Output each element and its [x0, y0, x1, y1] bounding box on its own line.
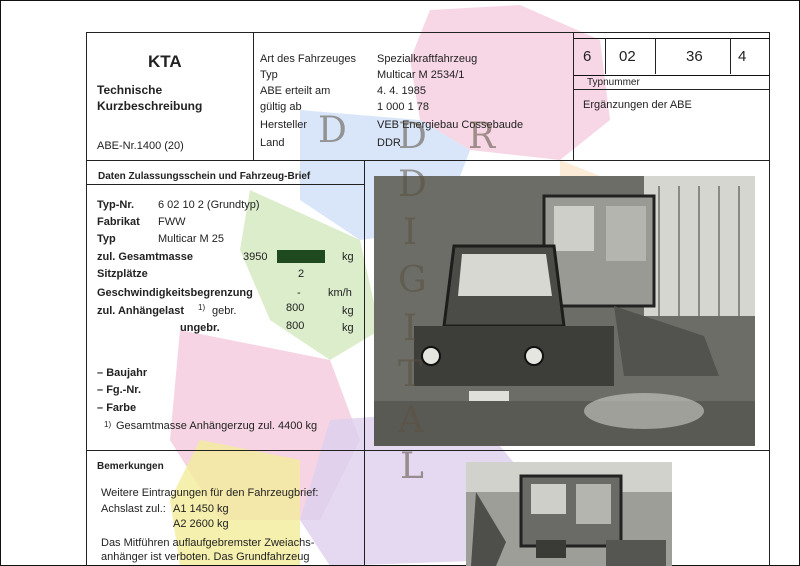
typenummer-digit-4: 4	[738, 48, 747, 65]
label-land: Land	[260, 137, 285, 149]
subtitle-line-1: Technische	[97, 83, 163, 97]
fabrikat-label: Fabrikat	[97, 216, 140, 228]
watermark-letter-col-7: L	[400, 446, 424, 487]
label-typ: Typ	[260, 69, 278, 81]
watermark-letter-col-1: D	[398, 164, 427, 205]
watermark-letter-r: R	[468, 116, 496, 157]
value-gueltig: 1 000 1 78	[377, 101, 429, 113]
value-typ: Multicar M 2534/1	[377, 69, 465, 81]
typenummer-digit-3: 36	[686, 48, 703, 65]
ungebr-unit: kg	[342, 322, 354, 334]
achslast-label: Achslast zul.:	[101, 503, 166, 515]
anhaenge-sup: 1)	[198, 303, 206, 312]
label-hersteller: Hersteller	[260, 119, 308, 131]
typ-label: Typ	[97, 233, 116, 245]
kta-title: KTA	[148, 52, 182, 71]
gebr-label: gebr.	[212, 305, 237, 317]
ergaenzungen-label: Ergänzungen der ABE	[583, 99, 692, 111]
anhaenge-label: zul. Anhängelast	[97, 305, 184, 317]
watermark-letter-col-6: A	[398, 400, 424, 441]
farbe-label: – Farbe	[97, 402, 137, 414]
typ-nr-value: 6 02 10 2 (Grundtyp)	[158, 199, 260, 211]
typenummer-label: Typnummer	[587, 77, 640, 88]
geschw-value: -	[297, 287, 301, 299]
value-abe-erteilt: 4. 4. 1985	[377, 85, 426, 97]
sitzplaetze-label: Sitzplätze	[97, 268, 148, 280]
baujahr-label: – Baujahr	[97, 367, 148, 379]
geschw-label: Geschwindigkeitsbegrenzung	[97, 287, 253, 299]
fg-nr-label: – Fg.-Nr.	[97, 384, 142, 396]
achslast-a2: A2 2600 kg	[173, 518, 229, 530]
watermark-letter-col-3: G	[398, 260, 427, 301]
fabrikat-value: FWW	[158, 216, 186, 228]
fg-nr-text: Fg.-Nr.	[106, 384, 142, 396]
watermark-letter-col-5: T	[398, 354, 423, 395]
gesamtmasse-value: 3950	[243, 251, 268, 263]
watermark-letter-col-4: I	[403, 308, 418, 349]
ungebr-label: ungebr.	[180, 322, 220, 334]
typ-nr-label: Typ-Nr.	[97, 199, 135, 211]
value-art: Spezialkraftfahrzeug	[377, 53, 478, 65]
footnote-text: Gesamtmasse Anhängerzug zul. 4400 kg	[116, 420, 318, 432]
geschw-unit: km/h	[328, 287, 352, 299]
subtitle-line-2: Kurzbeschreibung	[97, 99, 203, 113]
typenummer-digit-1: 6	[583, 48, 592, 65]
bemerkungen-line-4: Das Mitführen auflaufgebremster Zweiachs-	[101, 537, 315, 549]
bemerkungen-line-5: anhänger ist verboten. Das Grundfahrzeug	[101, 551, 310, 563]
typ-value: Multicar M 25	[158, 233, 225, 245]
watermark-letter-d1: D	[318, 110, 347, 151]
achslast-a1: A1 1450 kg	[173, 503, 229, 515]
label-art: Art des Fahrzeuges	[260, 53, 356, 65]
typenummer-digit-2: 02	[619, 48, 636, 65]
bemerkungen-heading: Bemerkungen	[97, 461, 164, 472]
baujahr-text: Baujahr	[106, 367, 148, 379]
label-gueltig: gültig ab	[260, 101, 302, 113]
gesamtmasse-label: zul. Gesamtmasse	[97, 251, 193, 263]
value-hersteller: VEB Energiebau Cossebaude	[377, 119, 524, 131]
abe-number: ABE-Nr.1400 (20)	[97, 140, 184, 152]
gesamtmasse-unit: kg	[342, 251, 354, 263]
farbe-text: Farbe	[106, 402, 137, 414]
footnote-mark: 1)	[104, 420, 112, 429]
watermark-letter-col-2: I	[403, 212, 418, 253]
bemerkungen-line-1: Weitere Eintragungen für den Fahrzeugbrief:	[101, 487, 319, 499]
ungebr-value: 800	[286, 320, 305, 332]
sitzplaetze-value: 2	[298, 268, 305, 280]
daten-heading: Daten Zulassungsschein und Fahrzeug-Brief	[98, 171, 311, 182]
value-land: DDR	[377, 137, 401, 149]
gebr-value: 800	[286, 302, 305, 314]
watermark-letter-d2: D	[398, 116, 427, 157]
label-abe-erteilt: ABE erteilt am	[260, 85, 331, 97]
gebr-unit: kg	[342, 305, 354, 317]
